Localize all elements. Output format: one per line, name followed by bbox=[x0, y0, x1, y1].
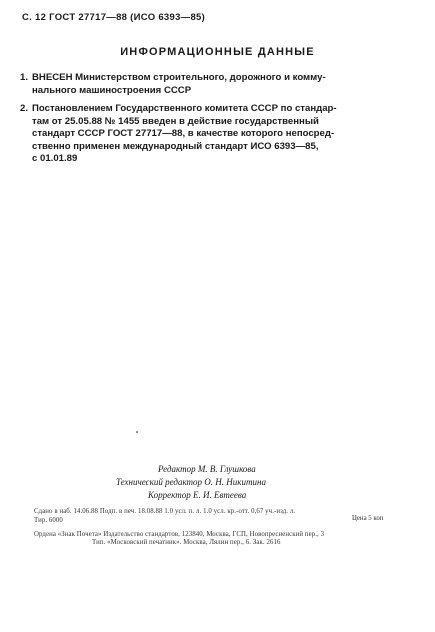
info-item-2 bbox=[20, 103, 420, 166]
item-line: ственно применен международный стандарт ИСО 6393—85, bbox=[32, 140, 319, 152]
stray-mark bbox=[136, 431, 138, 433]
credit-corrector: Корректор Е. И. Евтеева bbox=[148, 490, 247, 500]
item-line: Постановлением Государственного комитета СССР по стандар- bbox=[32, 103, 337, 114]
item-line: стандарт СССР ГОСТ 27717—88, в качестве которого непосред- bbox=[32, 128, 335, 139]
item-number: 1. bbox=[20, 72, 29, 83]
imprint-line: Тир. 6000 bbox=[34, 517, 63, 524]
imprint-line: Тип. «Московский печатник». Москва, Лялин пер., 6. Зак. 2616 bbox=[92, 539, 281, 546]
credit-tech-editor: Технический редактор О. Н. Никитина bbox=[116, 477, 266, 487]
item-line: там от 25.05.88 № 1455 введен в действие государственный bbox=[32, 115, 319, 127]
item-line: ВНЕСЕН Министерством строительного, дорожного и комму- bbox=[32, 72, 326, 83]
item-line: с 01.01.89 bbox=[32, 153, 78, 164]
imprint-line: Сдано в наб. 14.06.88 Подп. в печ. 18.08.88 1.0 усл. п. л. 1.0 усл. кр.-отт. 0,67 уч.-изд. л. bbox=[34, 508, 296, 515]
running-head: С. 12 ГОСТ 27717—88 (ИСО 6393—85) bbox=[22, 12, 206, 23]
item-number: 2. bbox=[20, 103, 29, 114]
imprint-line: Ордена «Знак Почета» Издательство стандартов, 123840, Москва, ГСП, Новопресненский пер., 3 bbox=[34, 531, 325, 538]
imprint-price: Цена 5 коп bbox=[352, 515, 384, 522]
credit-editor: Редактор М. В. Глушкова bbox=[158, 464, 256, 474]
info-item-1 bbox=[20, 72, 420, 97]
item-line: нального машиностроения СССР bbox=[32, 84, 192, 96]
section-title: ИНФОРМАЦИОННЫЕ ДАННЫЕ bbox=[120, 46, 315, 58]
